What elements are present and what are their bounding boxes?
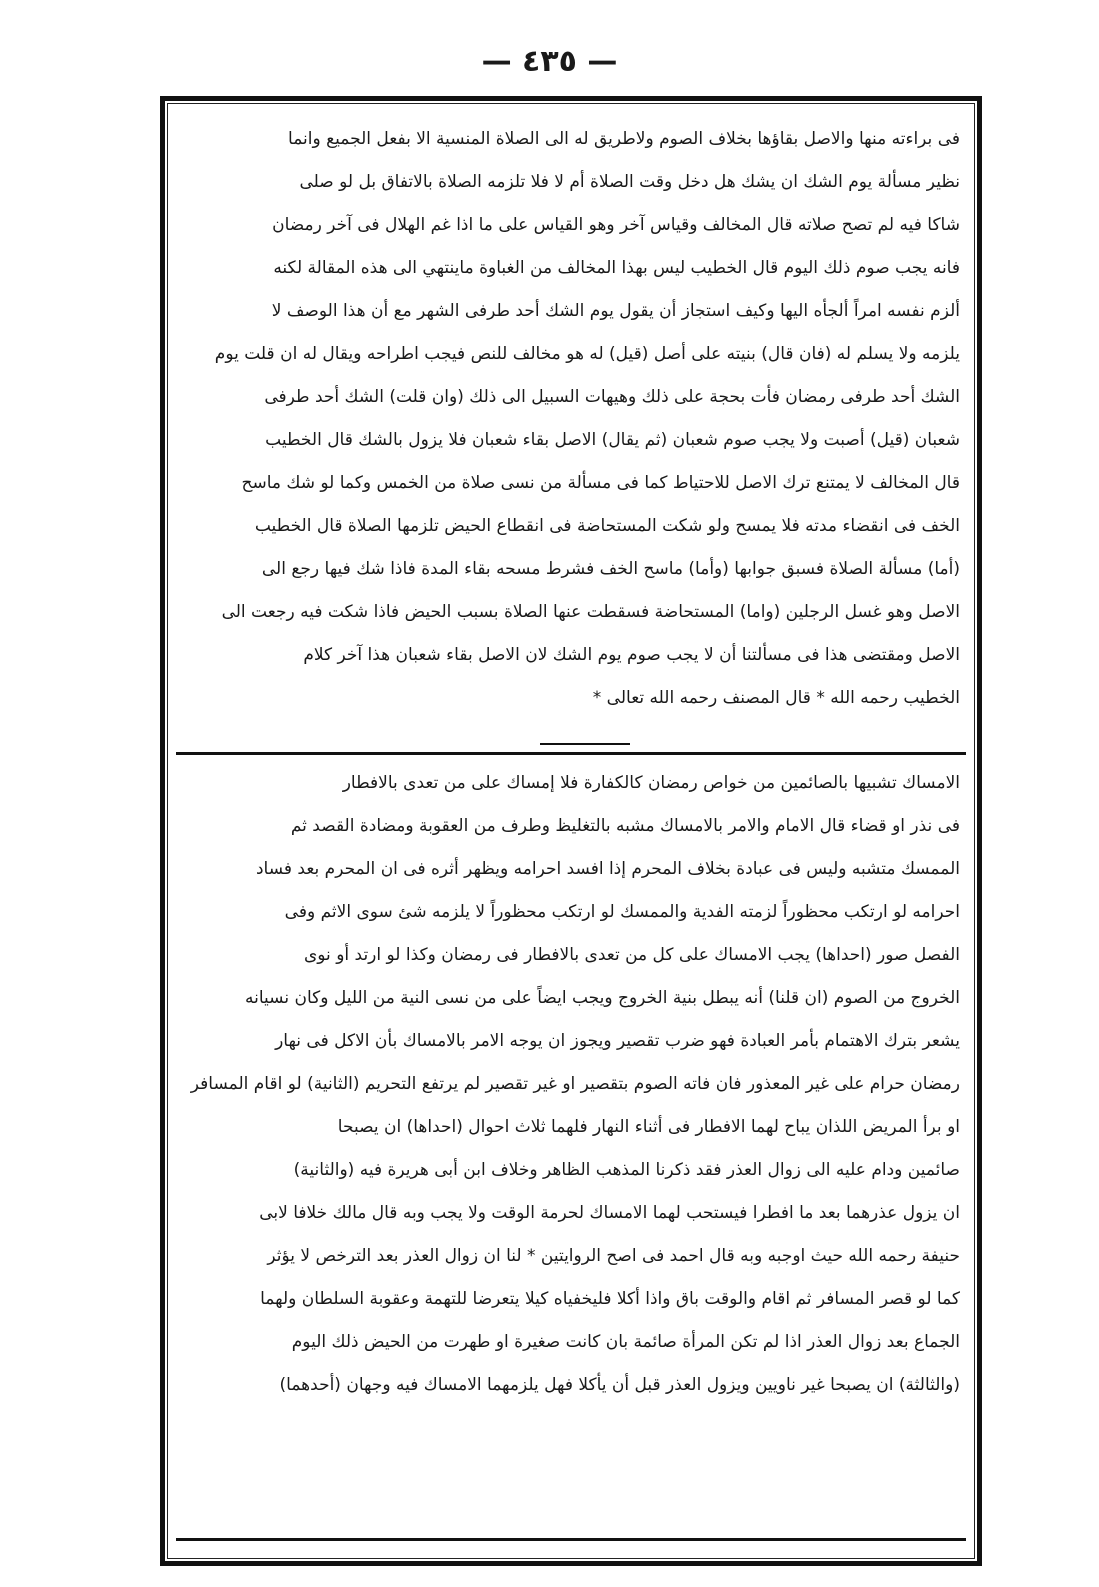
text-line: قال المخالف لا يمتنع ترك الاصل للاحتياط كما فى مسألة من نسى صلاة من الخمس وكما لو شك ماسح: [241, 473, 960, 493]
text-line: الامساك تشبيها بالصائمين من خواص رمضان كالكفارة فلا إمساك على من تعدى بالافطار: [342, 773, 960, 793]
text-line: رمضان حرام على غير المعذور فان فاته الصوم بتقصير او غير تقصير لم يرتفع التحريم (الثانية) لو اقام المسافر: [190, 1074, 960, 1094]
page-number: — ٤٣٥ —: [481, 44, 618, 79]
text-line: ان يزول عذرهما بعد ما افطرا فيستحب لهما الامساك لحرمة الوقت ولا يجب وبه قال مالك خلافا لابى: [259, 1203, 960, 1223]
text-line: الفصل صور (احداها) يجب الامساك على كل من تعدى بالافطار فى رمضان وكذا لو ارتد أو نوى: [303, 945, 960, 965]
bottom-rule: [176, 1538, 966, 1541]
lower-text-block: [185, 762, 960, 1407]
text-line: الخطيب رحمه الله * قال المصنف رحمه الله تعالى *: [592, 688, 960, 708]
text-line: فى نذر او قضاء قال الامام والامر بالامساك مشبه بالتغليظ وطرف من العقوبة ومضادة القصد ثم: [290, 816, 960, 836]
text-line: (أما) مسألة الصلاة فسبق جوابها (وأما) ماسح الخف فشرط مسحه بقاء المدة فاذا شك فيها رجع الى: [261, 559, 960, 579]
text-line: شاكا فيه لم تصح صلاته قال المخالف وقياس آخر وهو القياس على ما اذا غم الهلال فى آخر رمضان: [272, 215, 960, 235]
text-line: الشك أحد طرفى رمضان فأت بحجة على ذلك وهيهات السبيل الى ذلك (وان قلت) الشك أحد طرفى: [264, 387, 960, 407]
section-divider: [176, 752, 966, 755]
text-line: الخف فى انقضاء مدته فلا يمسح ولو شكت المستحاضة فى انقطاع الحيض تلزمها الصلاة قال الخطيب: [254, 516, 960, 536]
text-line: الجماع بعد زوال العذر اذا لم تكن المرأة صائمة بان كانت صغيرة او طهرت من الحيض ذلك اليوم: [291, 1332, 960, 1352]
text-line: كما لو قصر المسافر ثم اقام والوقت باق واذا أكلا فليخفياه كيلا يتعرضا للتهمة وعقوبة السلطان ولهما: [260, 1289, 960, 1309]
text-line: الممسك متشبه وليس فى عبادة بخلاف المحرم إذا افسد احرامه ويظهر أثره فى ان المحرم بعد فساد: [255, 859, 960, 879]
text-line: ألزم نفسه امراً ألجأه اليها وكيف استجاز أن يقول يوم الشك أحد طرفى الشهر مع أن هذا الوصف لا: [271, 301, 960, 321]
text-line: نظير مسألة يوم الشك ان يشك هل دخل وقت الصلاة أم لا فلا تلزمه الصلاة بالاتفاق بل لو صلى: [299, 172, 960, 192]
text-line: شعبان (قيل) أصبت ولا يجب صوم شعبان (ثم يقال) الاصل بقاء شعبان فلا يزول بالشك قال الخطيب: [265, 430, 960, 450]
text-line: فانه يجب صوم ذلك اليوم قال الخطيب ليس بهذا المخالف من الغباوة ماينتهي الى هذه المقالة لكنه: [273, 258, 960, 278]
text-line: (والثالثة) ان يصبحا غير ناويين ويزول العذر قبل أن يأكلا فهل يلزمهما الامساك فيه وجهان (أحدهما): [279, 1375, 960, 1395]
text-line: احرامه لو ارتكب محظوراً لزمته الفدية والممسك لو ارتكب محظوراً لا يلزمه شئ سوى الاثم وفى: [284, 902, 960, 922]
text-line: الاصل وهو غسل الرجلين (واما) المستحاضة فسقطت عنها الصلاة بسبب الحيض فاذا شكت فيه رجعت الى: [221, 602, 960, 622]
text-line: يشعر بترك الاهتمام بأمر العبادة فهو ضرب تقصير ويجوز ان يوجه الامر بالامساك بأن الاكل فى نهار: [275, 1031, 960, 1051]
text-line: الاصل ومقتضى هذا فى مسألتنا أن لا يجب صوم يوم الشك لان الاصل بقاء شعبان هذا آخر كلام: [303, 645, 960, 665]
text-line: فى براءته منها والاصل بقاؤها بخلاف الصوم ولاطريق له الى الصلاة المنسية الا بفعل الجميع وانما: [288, 129, 960, 149]
text-line: يلزمه ولا يسلم له (فان قال) بنيته على أصل (قيل) له هو مخالف للنص فيجب اطراحه ويقال له ان قلت يوم: [214, 344, 960, 364]
upper-text-block: [185, 118, 960, 720]
text-line: او برأ المريض اللذان يباح لهما الافطار فى أثناء النهار فلهما ثلاث احوال (احداها) ان يصبحا: [337, 1117, 960, 1137]
text-line: الخروج من الصوم (ان قلنا) أنه يبطل بنية الخروج ويجب ايضاً على من نسى النية من الليل وكان نسيانه: [245, 988, 960, 1008]
short-rule: [540, 743, 630, 745]
text-line: صائمين ودام عليه الى زوال العذر فقد ذكرنا المذهب الظاهر وخلاف ابن أبى هريرة فيه (والثانية): [293, 1160, 960, 1180]
text-line: حنيفة رحمه الله حيث اوجبه وبه قال احمد فى اصح الروايتين * لنا ان زوال العذر بعد الترخص لا يؤثر: [267, 1246, 960, 1266]
